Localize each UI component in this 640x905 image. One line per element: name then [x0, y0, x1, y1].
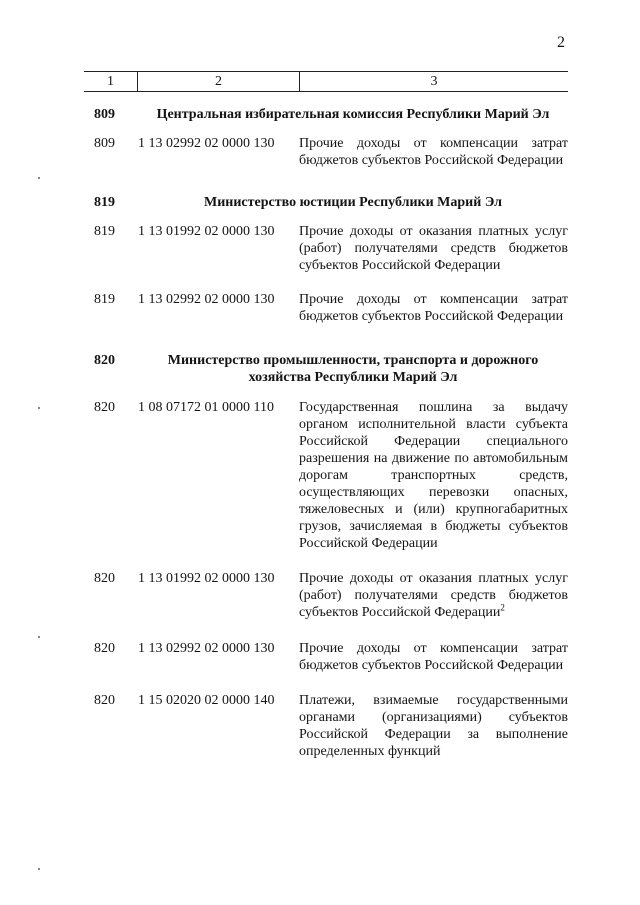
admin-code: 819	[94, 292, 115, 307]
column-header-3: 3	[430, 74, 438, 89]
section-title: Центральная избирательная комиссия Республики Марий Эл	[156, 107, 550, 122]
admin-code: 820	[94, 400, 115, 415]
footnote-marker: 2	[500, 602, 505, 613]
column-header-2: 2	[138, 72, 300, 91]
admin-code: 820	[94, 571, 115, 586]
income-description: Прочие доходы от компенсации затрат бюджетов субъектов Российской Федерации	[299, 136, 568, 168]
section-code: 820	[94, 353, 115, 368]
kbk-code: 1 13 02992 02 0000 130	[138, 641, 275, 656]
income-description: Прочие доходы от компенсации затрат бюджетов субъектов Российской Федерации	[299, 641, 568, 673]
scan-speck	[38, 407, 40, 409]
column-header-row	[84, 71, 568, 92]
kbk-code: 1 13 02992 02 0000 130	[138, 136, 275, 151]
admin-code: 820	[94, 641, 115, 656]
section-code: 819	[94, 195, 115, 210]
income-description: Прочие доходы от компенсации затрат бюджетов субъектов Российской Федерации	[299, 292, 568, 324]
income-description-text: Прочие доходы от оказания платных услуг (работ) получателями средств бюджетов субъектов Российской Федерации	[299, 571, 568, 620]
section-title: Министерство юстиции Республики Марий Эл	[204, 195, 502, 210]
income-description: Прочие доходы от оказания платных услуг (работ) получателями средств бюджетов субъектов Российской Федерации	[299, 224, 568, 273]
scan-speck	[38, 636, 40, 638]
section-code: 809	[94, 107, 115, 122]
admin-code: 820	[94, 693, 115, 708]
scan-speck	[38, 177, 40, 179]
section-title: Министерство промышленности, транспорта и дорожного хозяйства Республики Марий Эл	[167, 353, 539, 385]
admin-code: 819	[94, 224, 115, 239]
kbk-code: 1 15 02020 02 0000 140	[138, 693, 275, 708]
column-header-1: 1	[84, 72, 138, 91]
kbk-code: 1 13 02992 02 0000 130	[138, 292, 275, 307]
kbk-code: 1 13 01992 02 0000 130	[138, 571, 275, 586]
section-heading-820	[94, 352, 568, 386]
admin-code: 809	[94, 136, 115, 151]
income-description: Платежи, взимаемые государственными органами (организациями) субъектов Российской Федерации за выполнение определенных функций	[299, 693, 568, 759]
kbk-code: 1 13 01992 02 0000 130	[138, 224, 275, 239]
income-description	[299, 570, 568, 621]
section-heading-819	[94, 194, 568, 211]
scan-speck	[38, 868, 40, 870]
page-number: 2	[557, 34, 565, 51]
section-heading-809	[94, 106, 568, 123]
kbk-code: 1 08 07172 01 0000 110	[138, 400, 274, 415]
income-description: Государственная пошлина за выдачу органом исполнительной власти субъекта Российской Федерации специального разрешения на движение по автомобильным дорогам транспортных средств, осуществляющих перевозки опасных, тяжеловесных и (или) крупногабаритных грузов, зачисляемая в бюджеты субъектов Российской Федерации	[299, 400, 568, 551]
